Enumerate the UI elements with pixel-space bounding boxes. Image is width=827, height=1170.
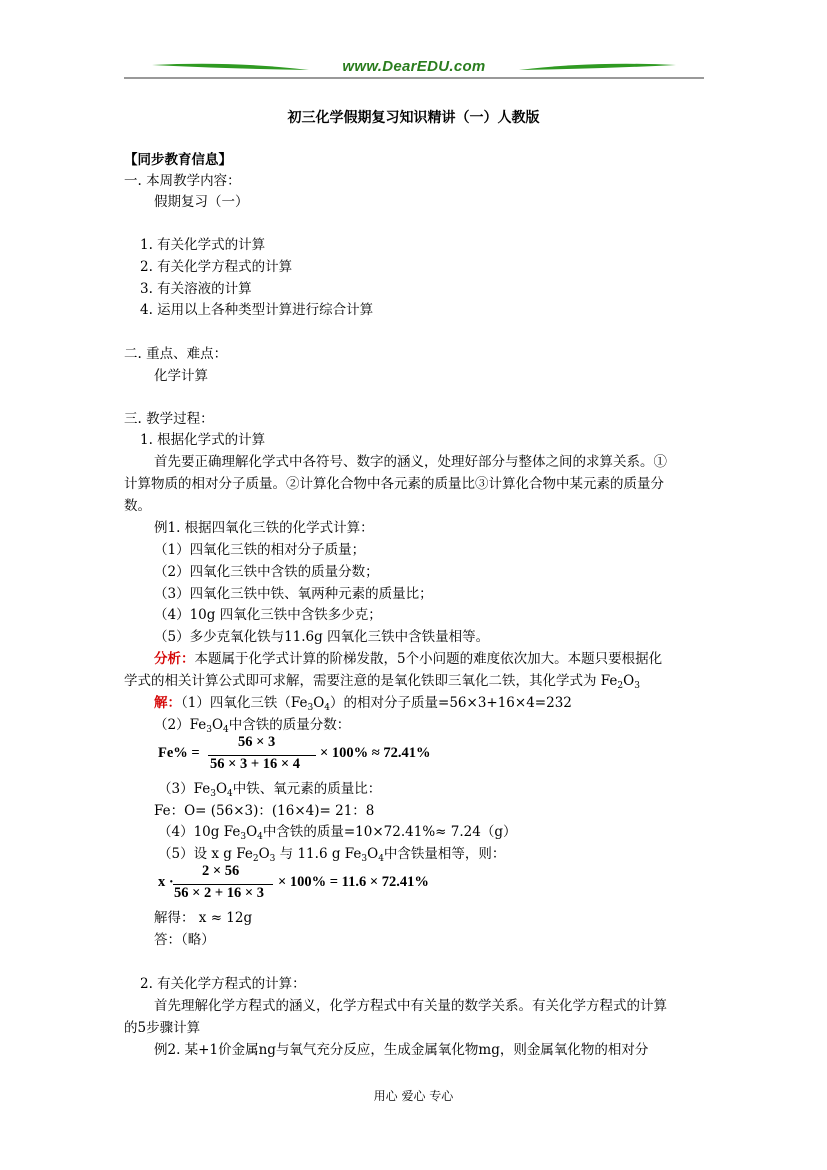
site-url: www.DearEDU.com [342,58,486,75]
paragraph-line: 计算物质的相对分子质量。②计算化合物中各元素的质量比③计算化合物中某元素的质量分 [124,476,664,492]
part3-heading: 三. 教学过程： [124,411,214,427]
part1-heading: 一. 本周教学内容： [124,173,241,189]
analysis-line-2: 学式的相关计算公式即可求解，需要注意的是氧化铁即三氧化二铁，其化学式为 $Fe_2O_3$ [124,673,640,691]
solution-5: （5）设 x g $Fe_2O_3$ 与 11.6 g $Fe_3O_4$中含铁量相等，则： [158,846,506,864]
solution-text: （2）Fe [154,717,207,733]
part2-content: 化学计算 [154,368,208,384]
list-item: 4. 运用以上各种类型计算进行综合计算 [140,302,374,318]
question-item: （3）四氧化三铁中铁、氧两种元素的质量比； [154,586,433,602]
question-item: （5）多少克氧化铁与11.6g 四氧化三铁中含铁量相等。 [154,629,490,645]
solve-result: 解得： x ≈ 12g [154,910,253,926]
solution-text: 中含铁的质量=10×72.41%≈ 7.24（g） [262,824,517,840]
solution-text: （5）设 x g Fe [158,846,253,862]
solution-text: 中铁、氧元素的质量比： [232,781,382,797]
page-title: 初三化学假期复习知识精讲（一）人教版 [287,110,540,126]
eq-numerator: 2 × 56 [202,863,240,879]
equation-solve-x [158,863,488,907]
solution-text: ）的相对分子质量=56×3+16×4=232 [330,695,572,711]
part2-heading: 二. 重点、难点： [124,346,228,362]
question-item: （1）四氧化三铁的相对分子质量； [154,542,366,558]
paragraph-line: 数。 [124,498,151,514]
section-heading: 【同步教育信息】 [124,152,232,168]
eq-left: x · [158,874,174,890]
subsection-1: 1. 根据化学式的计算 [140,432,266,448]
solution-text: （3）Fe [158,781,211,797]
site-header [124,58,704,80]
solution-text: 中含铁的质量分数： [228,717,351,733]
solution-2: $(2)Fe_3O_4$中含铁的质量分数： [154,717,351,735]
equation-fe-percent [158,734,458,778]
solution-4: （4）10g $Fe_3O_4$中含铁的质量=10×72.41%≈ 7.24（g） [158,824,517,842]
paragraph-line: 的5步骤计算 [124,1020,201,1036]
paragraph-line: 首先要正确理解化学式中各符号、数字的涵义，处理好部分与整体之间的求算关系。① [154,454,667,470]
part1-subtitle: 假期复习（一） [154,194,249,210]
solution-text: 中含铁量相等，则： [383,846,506,862]
page-footer: 用心 爱心 专心 [373,1089,454,1103]
answer: 答：（略） [154,932,215,948]
eq-denominator: 56 × 2 + 16 × 3 [174,885,265,901]
question-item: （2）四氧化三铁中含铁的质量分数； [154,564,379,580]
analysis-label: 分析： [154,651,195,667]
solution-1: 解：（1）四氧化三铁$(Fe_3O_4)$的相对分子质量=56×3+16×4=232 [154,695,572,713]
eq-right: × 100% = 11.6 × 72.41% [278,874,429,890]
list-item: 1. 有关化学式的计算 [140,237,266,253]
eq-right: × 100% ≈ 72.41% [320,745,431,761]
solution-label: 解： [154,695,181,711]
eq-denominator: 56 × 3 + 16 × 4 [210,756,301,772]
paragraph-line: 首先理解化学方程式的涵义，化学方程式中有关量的数学关系。有关化学方程式的计算 [154,998,667,1014]
subsection-2: 2. 有关化学方程式的计算： [140,976,306,992]
example-1: 例1. 根据四氧化三铁的化学式计算： [154,520,374,536]
eq-left: Fe% = [158,745,200,761]
eq-numerator: 56 × 3 [238,734,276,750]
analysis-text: 学式的相关计算公式即可求解，需要注意的是氧化铁即三氧化二铁，其化学式为 Fe [124,673,618,689]
analysis-line [154,649,662,669]
solution-3: $(3)Fe_3O_4$中铁、氧元素的质量比： [158,781,382,799]
solution-text: （4）10g Fe [158,824,241,840]
solution-text: （1）四氧化三铁（Fe [181,695,308,711]
list-item: 3. 有关溶液的计算 [140,281,252,297]
solution-text: 与 11.6 g Fe [275,846,362,862]
analysis-text: 本题属于化学式计算的阶梯发散，5个小问题的难度依次加大。本题只要根据化 [194,651,663,667]
mass-ratio: Fe：O= (56×3)：(16×4)= 21：8 [154,803,375,819]
question-item: （4）10g 四氧化三铁中含铁多少克； [154,607,382,623]
list-item: 2. 有关化学方程式的计算 [140,259,293,275]
example-2: 例2. 某+1价金属ng与氧气充分反应，生成金属氧化物mg，则金属氧化物的相对分 [154,1042,649,1058]
